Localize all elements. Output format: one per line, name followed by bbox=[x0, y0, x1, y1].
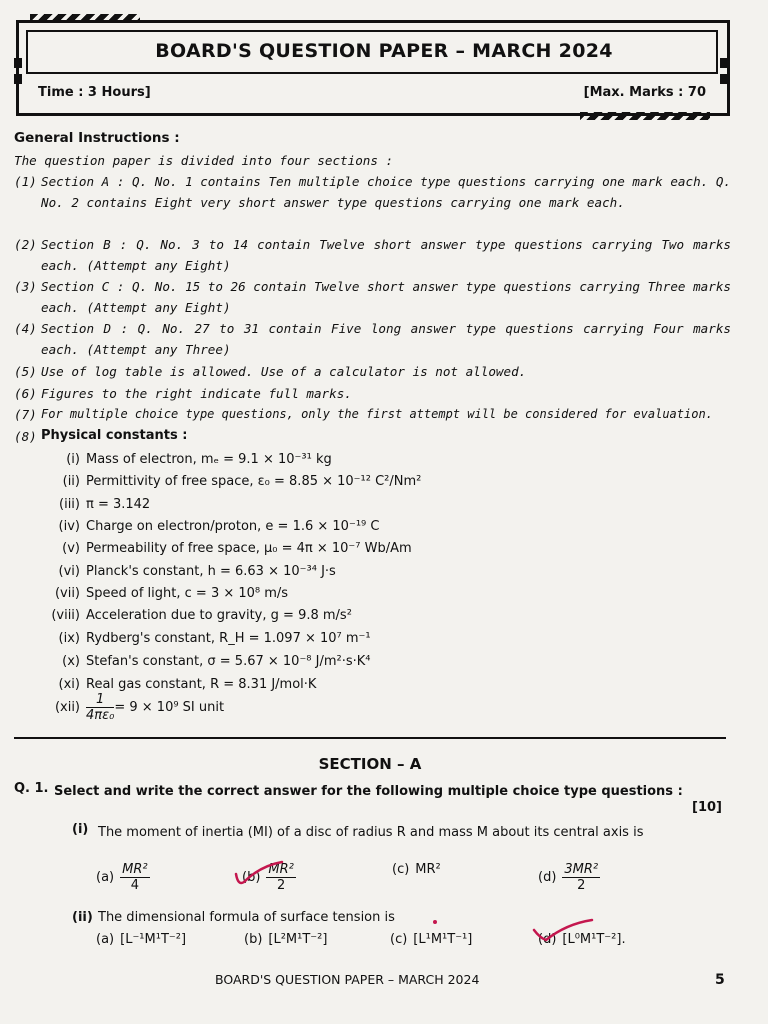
constant-label: Rydberg's constant, bbox=[86, 631, 216, 646]
constant-label: Permittivity of free space, bbox=[86, 474, 254, 489]
option-fraction bbox=[120, 862, 149, 893]
header-stripe-top bbox=[30, 14, 140, 22]
max-marks-label: [Max. Marks : 70 bbox=[583, 85, 706, 100]
option-fraction bbox=[562, 862, 600, 893]
section-divider bbox=[14, 737, 726, 739]
constant-number: (i) bbox=[66, 452, 80, 467]
instruction-item: Section B : Q. No. 3 to 14 contain Twelve short answer type questions carrying Two marks each. (Attempt any Eight) bbox=[41, 237, 731, 273]
paper-title: BOARD'S QUESTION PAPER – MARCH 2024 bbox=[155, 40, 613, 62]
fraction-numerator: MR² bbox=[268, 862, 294, 877]
instruction-number: (6) bbox=[14, 386, 37, 401]
constant-value: μ₀ = 4π × 10⁻⁷ Wb/Am bbox=[263, 541, 412, 556]
option-value: MR² bbox=[415, 862, 441, 877]
constant-value: h = 6.63 × 10⁻³⁴ J·s bbox=[207, 564, 336, 579]
option-label: (d) bbox=[538, 932, 557, 947]
question-marks: [10] bbox=[692, 800, 722, 815]
fraction-numerator: 3MR² bbox=[564, 862, 599, 877]
constant-row bbox=[44, 608, 352, 623]
constant-value: g = 9.8 m/s² bbox=[270, 608, 352, 623]
constant-row bbox=[44, 564, 336, 579]
option-label: (b) bbox=[242, 870, 261, 885]
constant-row bbox=[44, 519, 379, 534]
question-text: Select and write the correct answer for the following multiple choice type questions : bbox=[54, 784, 683, 799]
constant-number: (viii) bbox=[51, 608, 80, 623]
constant-value: R_H = 1.097 × 10⁷ m⁻¹ bbox=[219, 631, 371, 646]
constant-row bbox=[44, 631, 371, 646]
subquestion-number: (i) bbox=[72, 822, 89, 837]
constant-row bbox=[44, 497, 150, 512]
ink-tick-mark bbox=[530, 916, 600, 946]
constant-number: (ii) bbox=[62, 474, 80, 489]
constant-label: Charge on electron/proton, bbox=[86, 519, 262, 534]
option-label: (c) bbox=[390, 932, 408, 947]
constant-value: = 9 × 10⁹ SI unit bbox=[114, 700, 225, 715]
instruction-number: (1) bbox=[14, 174, 37, 189]
option-d bbox=[538, 862, 600, 893]
fraction-denominator: 2 bbox=[577, 878, 586, 893]
instruction-number: (4) bbox=[14, 321, 37, 336]
ink-tick-mark bbox=[230, 860, 290, 890]
option-a bbox=[96, 862, 150, 893]
constant-value: ε₀ = 8.85 × 10⁻¹² C²/Nm² bbox=[257, 474, 422, 489]
constant-number: (xii) bbox=[54, 700, 80, 715]
option-value: [L¹M¹T⁻¹] bbox=[413, 932, 473, 947]
option-label: (d) bbox=[538, 870, 557, 885]
question-number: Q. 1. bbox=[14, 781, 49, 796]
constant-label: Stefan's constant, bbox=[86, 654, 204, 669]
option-value: [L²M¹T⁻²] bbox=[268, 932, 328, 947]
instruction-number: (2) bbox=[14, 237, 37, 252]
constant-row bbox=[44, 541, 412, 556]
instruction-item: Section C : Q. No. 15 to 26 contain Twelve short answer type questions carrying Three marks each. (Attempt any Eight) bbox=[41, 279, 731, 315]
footer-title: BOARD'S QUESTION PAPER – MARCH 2024 bbox=[215, 972, 480, 987]
constant-fraction bbox=[86, 692, 114, 723]
constant-value: σ = 5.67 × 10⁻⁸ J/m²·s·K⁴ bbox=[207, 654, 371, 669]
constant-value: c = 3 × 10⁸ m/s bbox=[184, 586, 289, 601]
constant-number: (ix) bbox=[58, 631, 80, 646]
instructions-intro: The question paper is divided into four sections : bbox=[14, 153, 394, 168]
option-label: (a) bbox=[96, 932, 115, 947]
option-label: (c) bbox=[392, 862, 410, 877]
option-c bbox=[390, 932, 472, 947]
subquestion-text: The moment of inertia (MI) of a disc of radius R and mass M about its central axis is bbox=[98, 825, 644, 840]
header-side-mark bbox=[14, 74, 22, 84]
constant-number: (xi) bbox=[58, 677, 80, 692]
subquestion-number: (ii) bbox=[72, 910, 93, 925]
constant-value: e = 1.6 × 10⁻¹⁹ C bbox=[265, 519, 380, 534]
constant-row bbox=[44, 654, 371, 669]
constant-label: Real gas constant, bbox=[86, 677, 206, 692]
constant-row bbox=[44, 677, 316, 692]
constant-label: Speed of light, bbox=[86, 586, 181, 601]
constant-number: (vii) bbox=[54, 586, 80, 601]
instruction-number: (7) bbox=[14, 407, 37, 422]
constant-label: Acceleration due to gravity, bbox=[86, 608, 267, 623]
constant-value: R = 8.31 J/mol·K bbox=[210, 677, 317, 692]
constant-value: mₑ = 9.1 × 10⁻³¹ kg bbox=[200, 452, 332, 467]
instruction-item: Use of log table is allowed. Use of a calculator is not allowed. bbox=[41, 364, 527, 379]
fraction-denominator: 2 bbox=[277, 878, 286, 893]
time-label: Time : 3 Hours] bbox=[38, 85, 151, 100]
option-value: [L⁰M¹T⁻²]. bbox=[562, 932, 626, 947]
constant-label: Permeability of free space, bbox=[86, 541, 260, 556]
constant-row bbox=[44, 586, 288, 601]
instruction-item: Figures to the right indicate full marks. bbox=[41, 386, 352, 401]
constant-value: π = 3.142 bbox=[86, 497, 151, 512]
option-b bbox=[244, 932, 327, 947]
constant-number: (iv) bbox=[58, 519, 80, 534]
page-number: 5 bbox=[715, 972, 725, 988]
constant-number: (x) bbox=[62, 654, 80, 669]
constant-label: Planck's constant, bbox=[86, 564, 204, 579]
constant-row bbox=[44, 474, 421, 489]
constant-number: (iii) bbox=[59, 497, 80, 512]
instruction-item: For multiple choice type questions, only the first attempt will be considered for evaluation. bbox=[41, 407, 713, 421]
option-a bbox=[96, 932, 186, 947]
header-side-mark bbox=[720, 74, 728, 84]
constant-number: (vi) bbox=[58, 564, 80, 579]
instructions-heading: General Instructions : bbox=[14, 130, 180, 146]
option-label: (b) bbox=[244, 932, 263, 947]
option-c bbox=[392, 862, 441, 877]
constant-row bbox=[44, 692, 224, 723]
subquestion-text: The dimensional formula of surface tension is bbox=[98, 910, 395, 925]
header-stripe-bottom bbox=[580, 112, 710, 120]
fraction-numerator: 1 bbox=[86, 692, 114, 708]
instruction-number: (8) bbox=[14, 429, 37, 444]
instruction-number: (5) bbox=[14, 364, 37, 379]
fraction-numerator: MR² bbox=[122, 862, 148, 877]
instruction-item: Section A : Q. No. 1 contains Ten multiple choice type questions carrying one mark each. Q. No. 2 contains Eight very short answer type questions carrying one mark each. bbox=[41, 174, 731, 210]
constant-label: Mass of electron, bbox=[86, 452, 197, 467]
fraction-denominator: 4 bbox=[130, 878, 139, 893]
fraction-denominator: 4πε₀ bbox=[86, 708, 115, 723]
constant-number: (v) bbox=[62, 541, 80, 556]
ink-dot bbox=[433, 920, 437, 924]
instruction-item: Physical constants : bbox=[41, 428, 188, 443]
section-a-title: SECTION – A bbox=[318, 755, 422, 773]
option-value: [L⁻¹M¹T⁻²] bbox=[120, 932, 187, 947]
option-label: (a) bbox=[96, 870, 115, 885]
instruction-number: (3) bbox=[14, 279, 37, 294]
constant-row bbox=[44, 452, 332, 467]
instruction-item: Section D : Q. No. 27 to 31 contain Five long answer type questions carrying Four marks each. (Attempt any Three) bbox=[41, 321, 731, 357]
